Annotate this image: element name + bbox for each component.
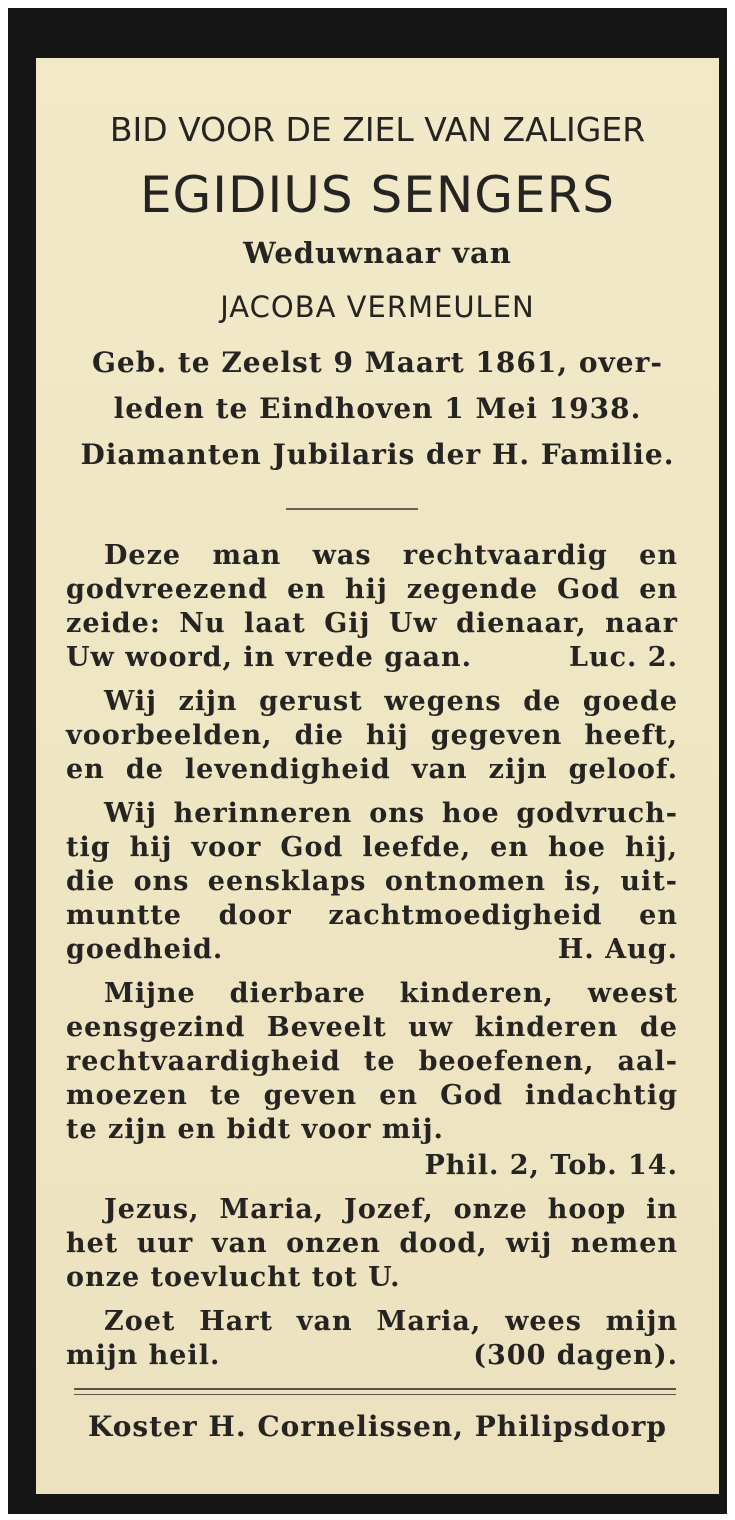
birth-line: Geb. te Zeelst 9 Maart 1861, over- (92, 346, 663, 379)
para6-line: Zoet Hart van Maria, wees mijn (104, 1306, 678, 1337)
para5-last-line (66, 1260, 678, 1296)
para3-line: die ons eensklaps ontnomen is, uit- (66, 866, 678, 897)
death-line: leden te Eindhoven 1 Mei 1938. (113, 392, 642, 425)
spouse-name: JACOBA VERMEULEN (220, 290, 535, 324)
para3-text-end: goedheid. (66, 934, 224, 965)
para1-line: zeide: Nu laat Gij Uw dienaar, naar (66, 608, 678, 639)
para1-reference: Luc. 2. (568, 642, 678, 673)
printer-credit: Koster H. Cornelissen, Philipsdorp (88, 1410, 667, 1443)
para4-line: moezen te geven en God indachtig (66, 1080, 678, 1111)
memorial-card (8, 8, 727, 1514)
para4-reference-line (66, 1148, 678, 1184)
para1-line: godvreezend en hij zegende God en (66, 574, 678, 605)
para1-line: Deze man was rechtvaardig en (104, 540, 678, 571)
para3-line: tig hij voor God leefde, en hoe hij, (66, 832, 678, 863)
para5-line: het uur van onzen dood, wij nemen (66, 1228, 678, 1259)
para5-line: Jezus, Maria, Jozef, onze hoop in (104, 1194, 678, 1225)
para2-line: Wij zijn gerust wegens de goede (104, 686, 678, 717)
para5-text-end: onze toevlucht tot U. (66, 1262, 401, 1293)
para4-line: eensgezind Beveelt uw kinderen de (66, 1012, 678, 1043)
para3-line: muntte door zachtmoedigheid en (66, 900, 678, 931)
para4-line: rechtvaardigheid te beoefenen, aal- (66, 1046, 678, 1077)
para6-last-line (66, 1338, 678, 1374)
footer-rule (74, 1388, 676, 1390)
header-prayer-line: BID VOOR DE ZIEL VAN ZALIGER (109, 110, 646, 149)
para3-last-line (66, 932, 678, 968)
para3-reference: H. Aug. (557, 934, 678, 965)
para2-line: en de levendigheid van zijn geloof. (66, 754, 678, 785)
para4-last-line (66, 1112, 678, 1148)
para1-last-line (66, 640, 678, 676)
para4-reference: Phil. 2, Tob. 14. (424, 1150, 678, 1181)
para1-text-end: Uw woord, in vrede gaan. (66, 642, 473, 673)
deceased-name: EGIDIUS SENGERS (139, 166, 616, 224)
para4-text-end: te zijn en bidt voor mij. (66, 1114, 444, 1145)
footer-rule-thin (74, 1394, 676, 1395)
jubilee-line: Diamanten Jubilaris der H. Familie. (80, 438, 675, 471)
ornament-divider (286, 508, 418, 510)
para2-line: voorbeelden, die hij gegeven heeft, (66, 720, 678, 751)
para6-text-end: mijn heil. (66, 1340, 221, 1371)
para4-line: Mijne dierbare kinderen, weest (104, 978, 678, 1009)
card-paper (36, 58, 719, 1494)
para3-line: Wij herinneren ons hoe godvruch- (104, 798, 678, 829)
relation-label: Weduwnaar van (243, 236, 512, 270)
para6-indulgence: (300 dagen). (473, 1340, 678, 1371)
